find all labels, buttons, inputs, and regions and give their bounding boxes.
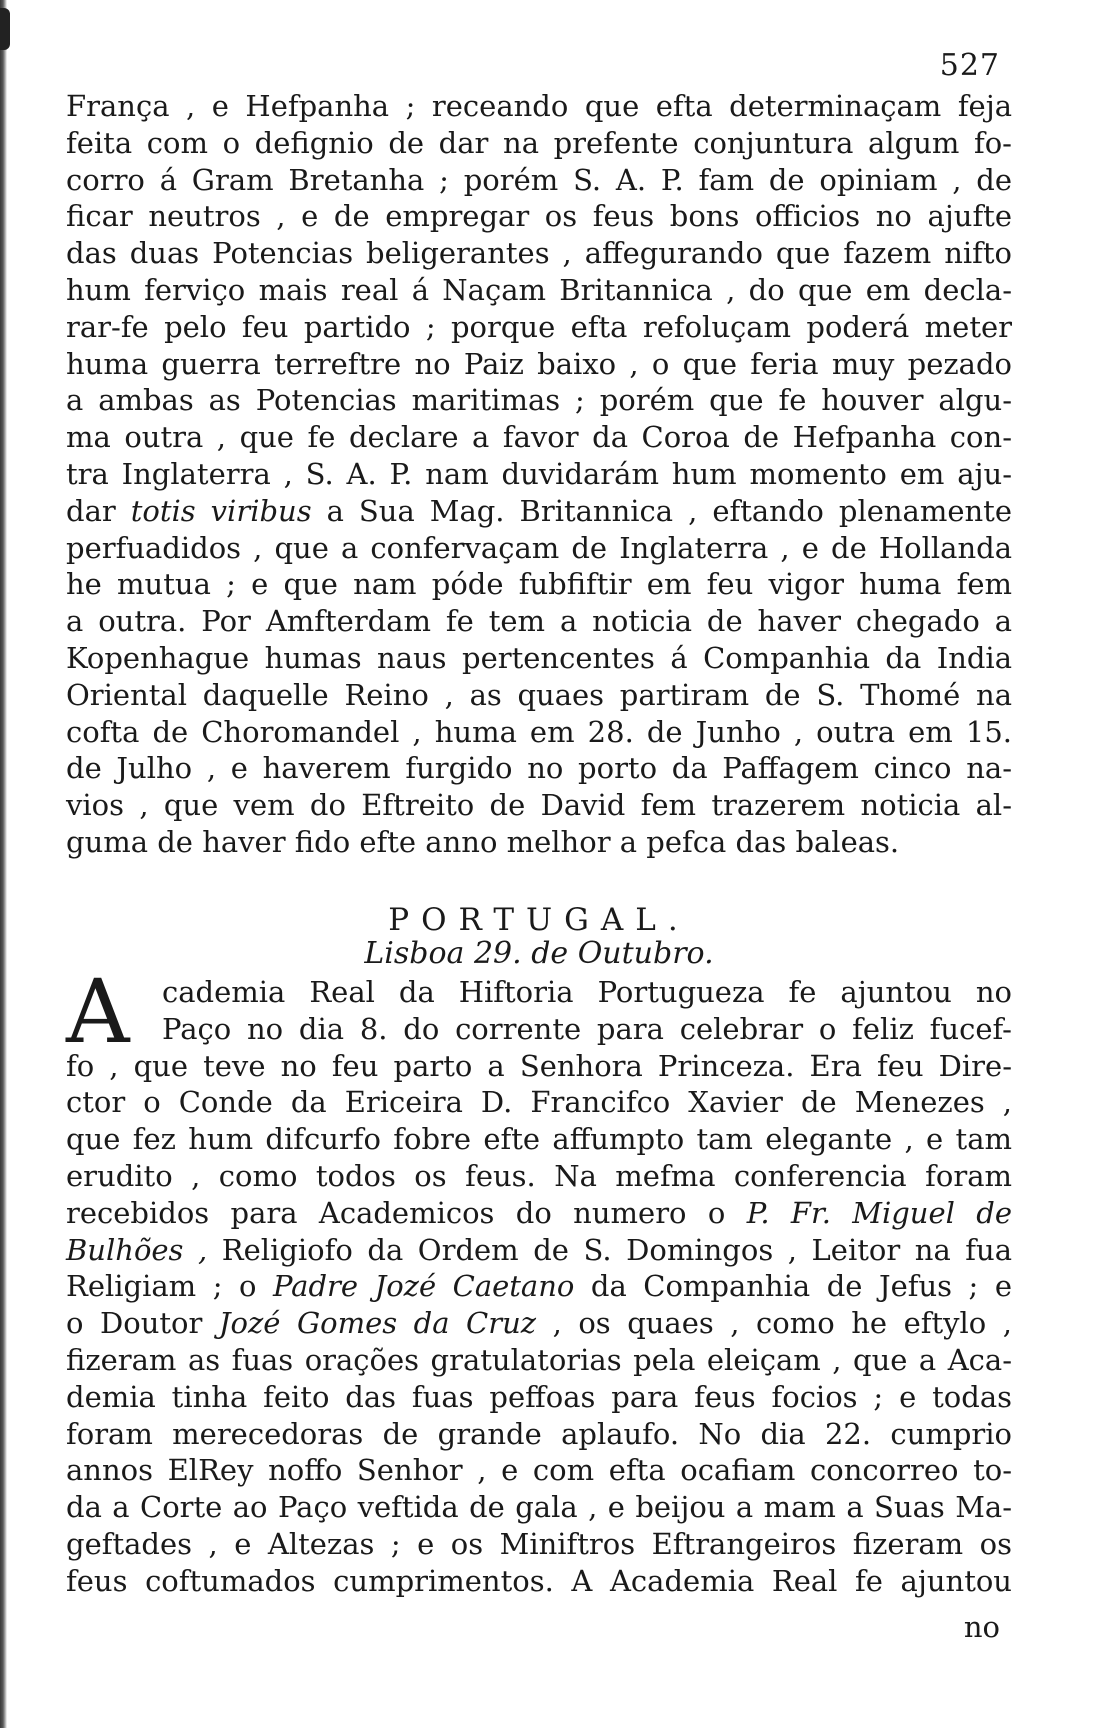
paragraph-dutch-news xyxy=(66,88,1012,861)
text-line: de Julho , e haverem furgido no porto da Paffagem cinco na- xyxy=(66,751,1012,786)
text-line: ctor o Conde da Ericeira D. Francifco Xavier de Menezes , xyxy=(66,1085,1012,1120)
binding-edge-ink-mark xyxy=(0,8,10,50)
text-line: hum ferviço mais real á Naçam Britannica , do que em decla- xyxy=(66,272,1012,307)
page-number: 527 xyxy=(939,48,1000,83)
binding-edge-shadow xyxy=(0,0,7,1728)
text-line: fizeram as fuas orações gratulatorias pela eleiçam , que a Aca- xyxy=(66,1342,1012,1377)
text-line: cademia Real da Hiftoria Portugueza fe ajuntou no xyxy=(162,975,1012,1009)
text-line: tra Inglaterra , S. A. P. nam duvidarám hum momento em aju- xyxy=(66,456,1012,491)
paragraph-academia-lines xyxy=(66,960,1013,1600)
text-line: he mutua ; e que nam póde fubfiftir em feu vigor huma fem xyxy=(66,567,1012,602)
text-line: Paço no dia 8. do corrente para celebrar o feliz fucef- xyxy=(162,1011,1012,1046)
dateline-lisboa: Lisboa 29. de Outubro. xyxy=(364,936,714,971)
text-line: feita com o defignio de dar na prefente conjuntura algum fo- xyxy=(66,125,1012,160)
text-line: foram merecedoras de grande aplaufo. No dia 22. cumprio xyxy=(66,1416,1012,1451)
text-line: a ambas as Potencias maritimas ; porém que fe houver algu- xyxy=(66,383,1012,418)
text-line: erudito , como todos os feus. Na mefma conferencia foram xyxy=(66,1158,1012,1193)
catchword: no xyxy=(963,1610,1000,1644)
text-line: Oriental daquelle Reino , as quaes partiram de S. Thomé na xyxy=(66,677,1012,712)
italic-name: Jozé Gomes da Cruz xyxy=(218,1306,537,1341)
drop-cap-letter: A xyxy=(66,960,130,1063)
italic-name: totis viribus xyxy=(130,493,312,528)
text-line: Bulhões , Religiofo da Ordem de S. Domingos , Leitor na fua xyxy=(66,1232,1012,1267)
text-line: huma guerra terreftre no Paiz baixo , o que feria muy pezado xyxy=(66,346,1012,381)
text-line: da a Corte ao Paço veftida de gala , e beijou a mam a Suas Ma- xyxy=(66,1490,1012,1525)
text-line: Kopenhague humas naus pertencentes á Companhia da India xyxy=(66,640,1012,675)
text-line: que fez hum difcurfo fobre efte affumpto tam elegante , e tam xyxy=(66,1122,1012,1157)
text-line: Religiam ; o Padre Jozé Caetano da Companhia de Jefus ; e xyxy=(66,1269,1012,1304)
text-line: França , e Hefpanha ; receando que efta determinaçam feja xyxy=(66,89,1012,123)
text-line: recebidos para Academicos do numero o P. Fr. Miguel de xyxy=(66,1195,1012,1230)
text-line: ma outra , que fe declare a favor da Coroa de Hefpanha con- xyxy=(66,420,1012,455)
text-line: corro á Gram Bretanha ; porém S. A. P. fam de opiniam , de xyxy=(66,162,1012,197)
text-line: annos ElRey noffo Senhor , e com efta ocafiam concorreo to- xyxy=(66,1453,1012,1488)
text-line: geftades , e Altezas ; e os Miniftros Eftrangeiros fizeram os xyxy=(66,1526,1012,1561)
text-line: dar totis viribus a Sua Mag. Britannica , eftando plenamente xyxy=(66,493,1012,528)
text-line: o Doutor Jozé Gomes da Cruz , os quaes , como he eftylo , xyxy=(66,1306,1013,1341)
text-line: rar-fe pelo feu partido ; porque efta refoluçam poderá meter xyxy=(66,309,1012,344)
text-line: das duas Potencias beligerantes , affegurando que fazem nifto xyxy=(66,236,1012,271)
section-heading-portugal: PORTUGAL. xyxy=(388,902,690,938)
text-line: vios , que vem do Eftreito de David fem trazerem noticia al- xyxy=(66,788,1012,823)
italic-name: Bulhões , xyxy=(66,1232,208,1267)
text-line: perfuadidos , que a confervaçam de Inglaterra , e de Hollanda xyxy=(66,530,1012,565)
paragraph-academia-real xyxy=(66,960,1013,1600)
text-line: ficar neutros , e de empregar os feus bons officios no ajufte xyxy=(66,199,1012,234)
text-line: fo , que teve no feu parto a Senhora Princeza. Era feu Dire- xyxy=(66,1048,1012,1083)
text-line: cofta de Choromandel , huma em 28. de Junho , outra em 15. xyxy=(66,714,1012,749)
text-line: demia tinha feito das fuas peffoas para feus focios ; e todas xyxy=(66,1379,1012,1414)
italic-name: Padre Jozé Caetano xyxy=(272,1269,575,1304)
text-line: guma de haver fido efte anno melhor a pefca das baleas. xyxy=(66,824,900,859)
text-line: feus coftumados cumprimentos. A Academia Real fe ajuntou xyxy=(66,1563,1012,1598)
italic-name: P. Fr. Miguel de xyxy=(746,1195,1012,1230)
text-line: a outra. Por Amfterdam fe tem a noticia de haver chegado a xyxy=(66,604,1012,639)
